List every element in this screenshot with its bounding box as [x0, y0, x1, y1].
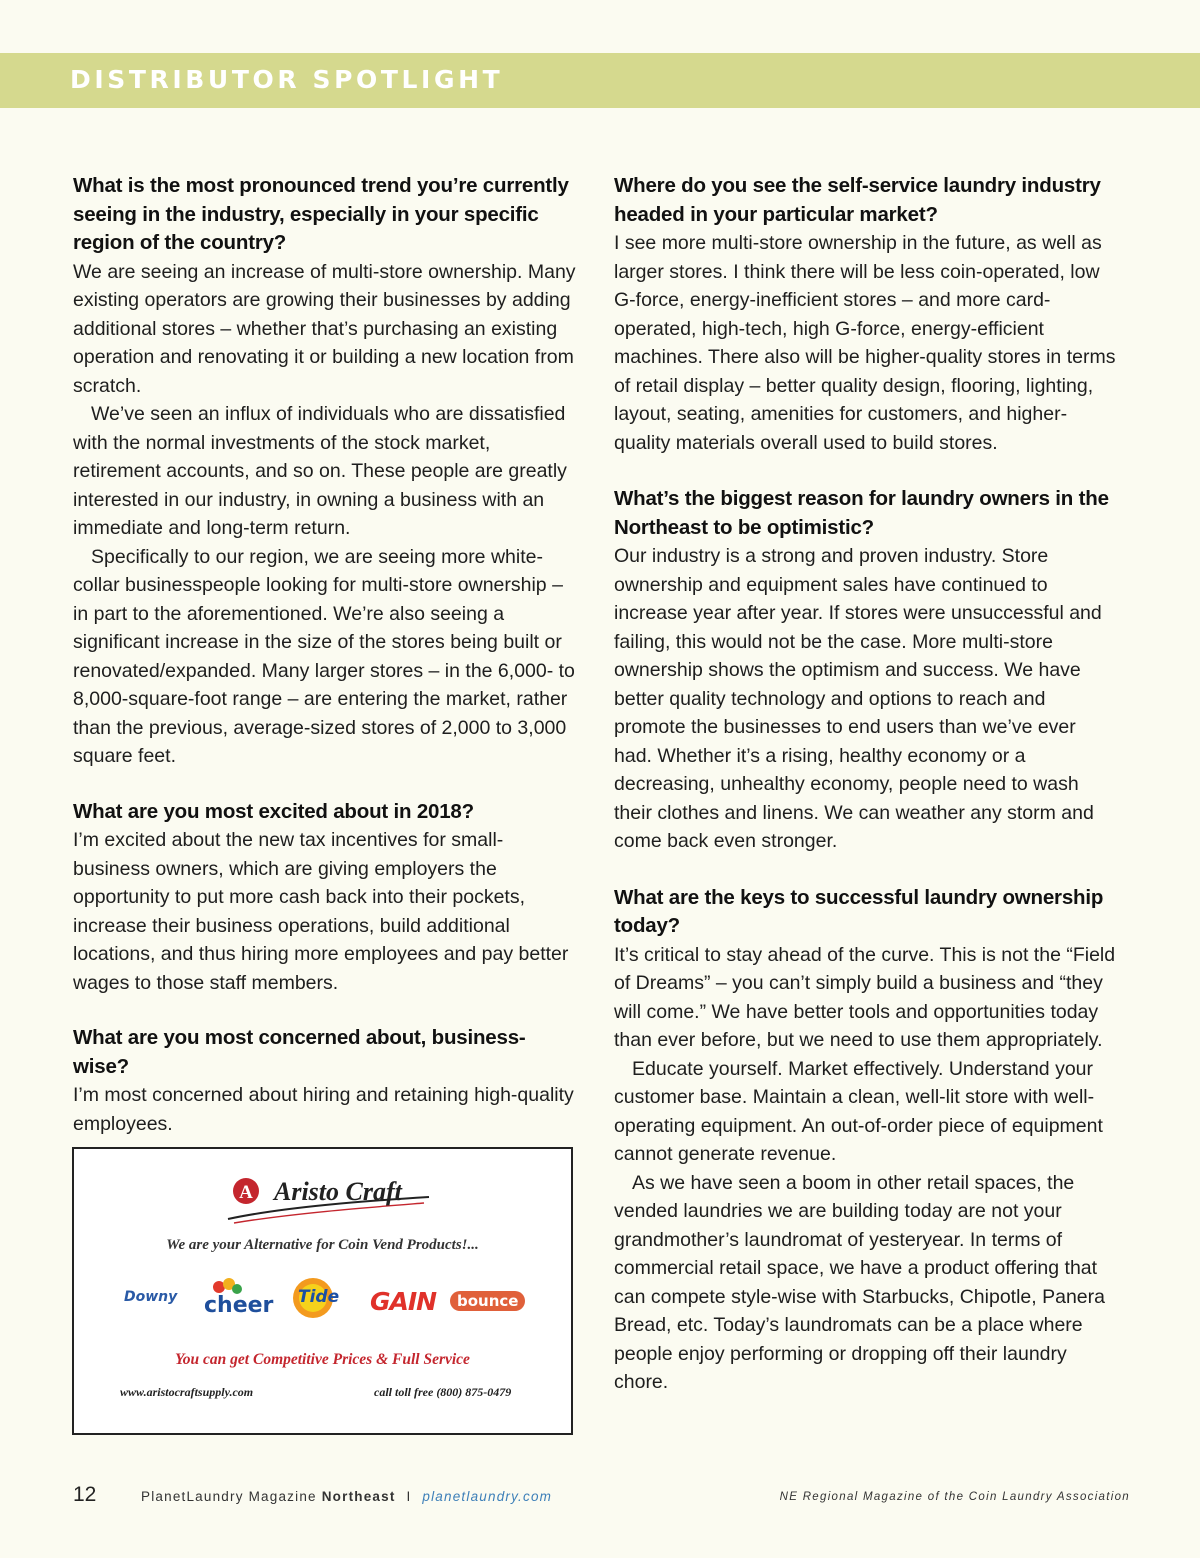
ad-tagline: We are your Alternative for Coin Vend Products!...	[166, 1237, 479, 1253]
answer-paragraph: I’m excited about the new tax incentives for small-business owners, which are giving employers the opportunity to put more cash back into their pockets, increase their business operations, build additional locations, and thus hiring more employees and pay better wages to those staff members.	[73, 829, 569, 994]
ad-website-link[interactable]: www.aristocraftsupply.com	[120, 1385, 254, 1399]
tide-logo: Tide	[298, 1287, 340, 1307]
downy-logo: Downy	[124, 1289, 178, 1305]
answer-paragraph: I see more multi-store ownership in the future, as well as larger stores. I think there will be less coin-operated, low G-force, energy-inefficient stores – and more card-operated, high-tech, high G-force, energy-efficient machines. There also will be higher-quality stores in terms of retail display – better quality design, flooring, lighting, layout, seating, amenities for customers, and higher-quality materials overall used to build stores.	[614, 232, 1116, 454]
bounce-logo: bounce	[450, 1291, 525, 1311]
cheer-logo: cheer	[204, 1293, 274, 1318]
answer-paragraph: Educate yourself. Market effectively. Understand your customer base. Maintain a clean, well-lit store with well-operating equipment. An out-of-order piece of equipment cannot generate revenue.	[614, 1057, 1103, 1165]
footer-association-text: NE Regional Magazine of the Coin Laundry Association	[779, 1491, 1130, 1503]
section-banner	[0, 53, 1200, 108]
question-heading: What are you most concerned about, business-wise?	[73, 1026, 526, 1078]
answer-paragraph: As we have seen a boom in other retail spaces, the vended laundries we are building today are not your grandmother’s laundromat of yesteryear. In terms of commercial retail space, we have a product offering that can compete style-wise with Starbucks, Chipotle, Panera Bread, etc. Today’s laundromats can be a place where people enjoy performing or dropping off their laundry chore.	[614, 1171, 1105, 1393]
aristo-craft-advertisement[interactable]	[72, 1147, 573, 1435]
answer-paragraph: It’s critical to stay ahead of the curve. This is not the “Field of Dreams” – you can’t simply build a business and “they will come.” We have better tools and opportunities today than ever before, but we need to use them appropriately.	[614, 943, 1116, 1051]
answer-paragraph: Our industry is a strong and proven industry. Store ownership and equipment sales have continued to increase year after year. If stores were unsuccessful and failing, this would not be the case. More multi-store ownership shows the optimism and success. We have better quality technology and options to reach and promote the businesses to end users than we’ve ever had. Whether it’s a rising, healthy economy or a decreasing, unhealthy economy, people need to wash their clothes and linens. We can weather any storm and come back even stronger.	[614, 545, 1102, 852]
ad-brand-name: Aristo Craft	[274, 1177, 402, 1206]
question-heading: What’s the biggest reason for laundry owners in the Northeast to be optimistic?	[614, 487, 1109, 539]
answer-paragraph: We’ve seen an influx of individuals who are dissatisfied with the normal investments of the stock market, retirement accounts, and so on. These people are greatly interested in our industry, in owning a business with an immediate and long-term return.	[73, 403, 567, 539]
question-heading: What are the keys to successful laundry ownership today?	[614, 885, 1104, 937]
question-heading: What are you most excited about in 2018?	[73, 799, 474, 823]
answer-paragraph: We are seeing an increase of multi-store ownership. Many existing operators are growing their businesses by adding additional stores – whether that’s purchasing an existing operation and renovating it or building a new location from scratch.	[73, 260, 576, 397]
footer-website-link[interactable]: planetlaundry.com	[422, 1489, 553, 1504]
left-column	[73, 172, 578, 1138]
svg-text:A: A	[239, 1182, 253, 1203]
footer-magazine-credit	[141, 1489, 552, 1504]
page-number: 12	[73, 1483, 97, 1506]
magazine-edition: Northeast	[321, 1489, 396, 1504]
magazine-name: PlanetLaundry Magazine	[141, 1489, 317, 1504]
ad-phone-number: call toll free (800) 875-0479	[374, 1385, 512, 1399]
section-title: DISTRIBUTOR SPOTLIGHT	[70, 65, 504, 94]
question-heading: Where do you see the self-service laundry industry headed in your particular market?	[614, 174, 1101, 226]
product-logo-row	[114, 1277, 534, 1327]
answer-paragraph: I’m most concerned about hiring and retaining high-quality employees.	[73, 1084, 574, 1135]
footer-separator: I	[406, 1489, 412, 1504]
answer-paragraph: Specifically to our region, we are seeing more white-collar businesspeople looking for multi-store ownership – in part to the aforementioned. We’re also seeing a significant increase in the size of the stores being built or renovated/expanded. Many larger stores – in the 6,000- to 8,000-square-foot range – are entering the market, rather than the previous, average-sized stores of 2,000 to 3,000 square feet.	[73, 545, 575, 767]
question-heading: What is the most pronounced trend you’re currently seeing in the industry, especially in your specific region of the country?	[73, 174, 569, 254]
ad-offer-text: You can get Competitive Prices & Full Service	[175, 1351, 470, 1368]
gain-logo: GAIN	[370, 1287, 437, 1316]
right-column	[614, 172, 1119, 1397]
